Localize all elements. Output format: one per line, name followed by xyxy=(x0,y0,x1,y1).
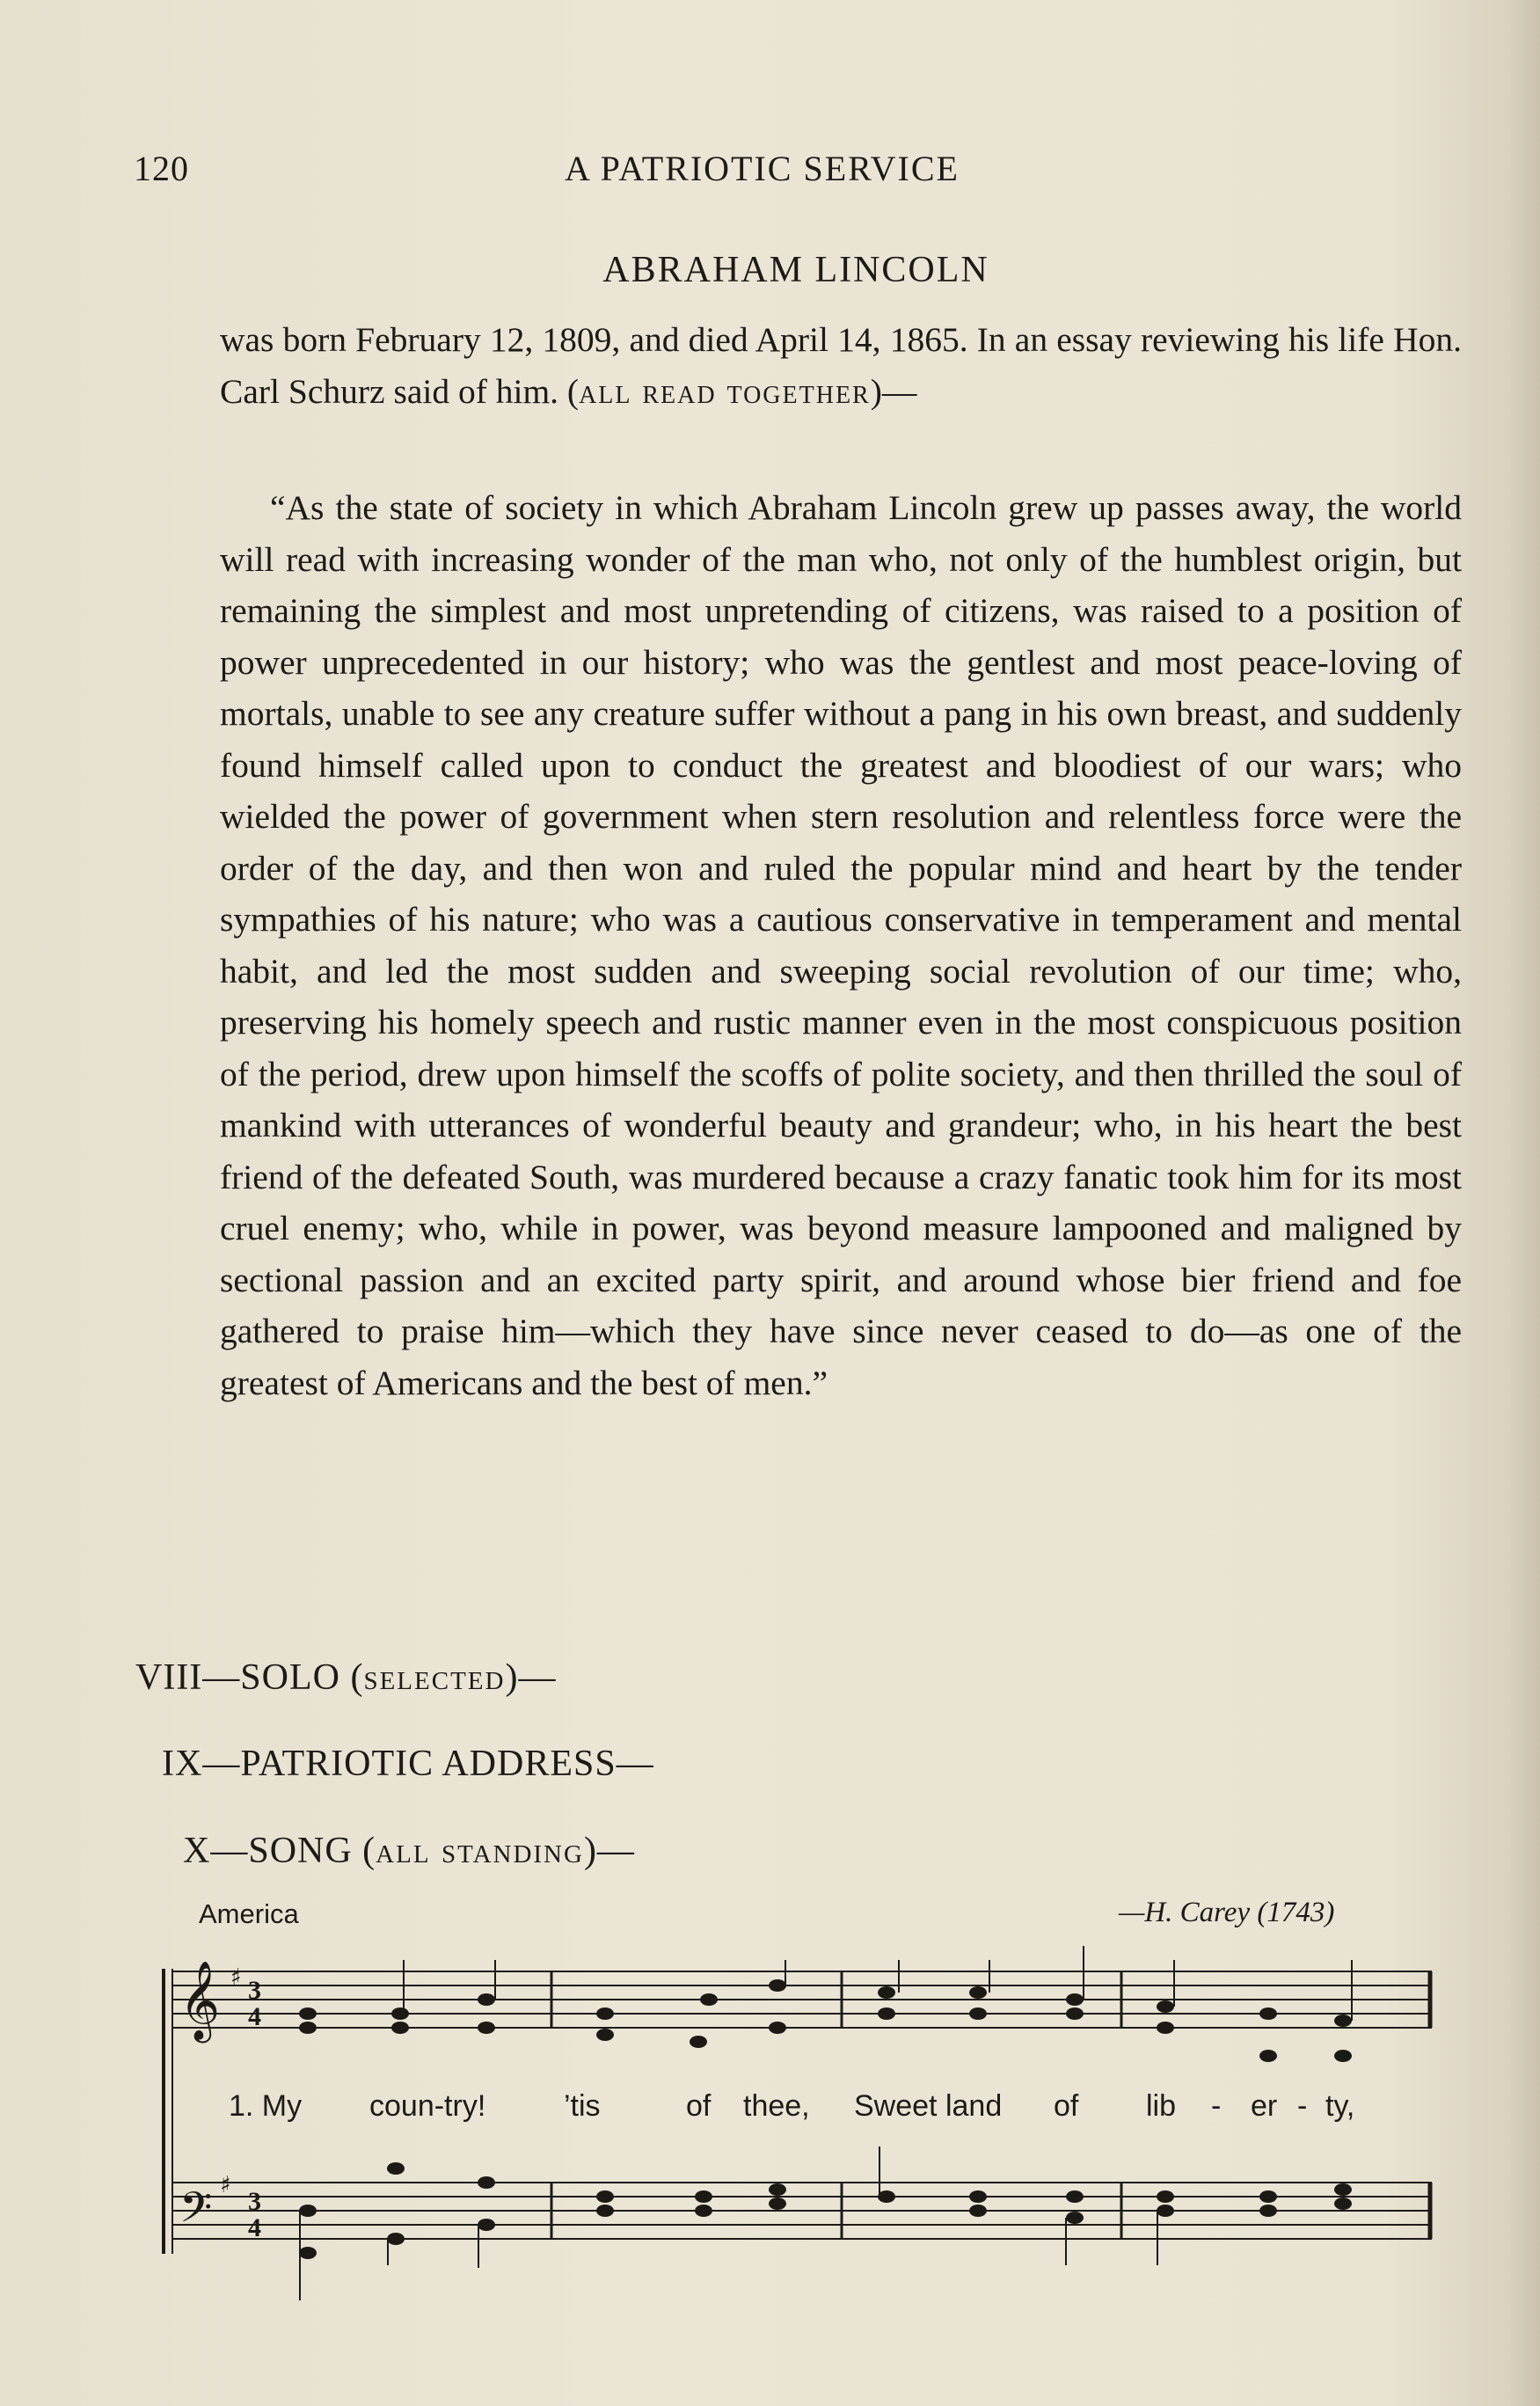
note-head xyxy=(769,1979,786,1992)
note-head xyxy=(1259,2205,1277,2217)
bass-stems xyxy=(300,2146,1157,2300)
lyric-syllable: coun-try! xyxy=(369,2089,486,2123)
treble-stems xyxy=(404,1946,1352,2021)
note-head xyxy=(478,1993,495,2006)
note-head xyxy=(1259,2050,1277,2062)
note-head xyxy=(1066,2190,1084,2203)
intro-text: was born February 12, 1809, and died April 14, 1865. In an essay reviewing his life Hon. Carl Schurz said of him. ( xyxy=(220,320,1462,411)
note-head xyxy=(1334,2183,1352,2196)
note-head xyxy=(1157,2000,1174,2013)
lyric-syllable: Sweet land xyxy=(854,2089,1003,2123)
note-head xyxy=(695,2190,712,2203)
lyric-syllable: lib xyxy=(1146,2089,1177,2123)
running-title: A PATRIOTIC SERVICE xyxy=(565,149,960,188)
section-title: ABRAHAM LINCOLN xyxy=(602,250,989,290)
note-head xyxy=(1157,2205,1174,2217)
bass-clef-icon: 𝄢 xyxy=(179,2183,213,2242)
note-head xyxy=(596,2007,614,2020)
note-head xyxy=(299,2022,317,2034)
note-head xyxy=(1066,2007,1084,2020)
note-head xyxy=(1259,2190,1277,2203)
note-head xyxy=(1157,2190,1174,2203)
lyric-syllable: ’tis xyxy=(564,2089,601,2123)
program-item-note: all standing xyxy=(376,1831,584,1871)
page-number: 120 xyxy=(134,149,189,188)
note-head xyxy=(299,2247,317,2259)
program-item-tail: )— xyxy=(583,1831,635,1871)
note-head xyxy=(299,2007,317,2020)
key-signature-sharp-icon: ♯ xyxy=(230,1964,242,1991)
bass-staff xyxy=(172,2183,1432,2239)
note-head xyxy=(769,2183,786,2196)
lyric-syllable: thee, xyxy=(743,2089,810,2123)
time-signature-top: 3 xyxy=(248,1976,261,2005)
note-head xyxy=(1334,2015,1352,2027)
note-head xyxy=(391,2022,409,2034)
note-head xyxy=(700,1993,718,2006)
lyric-hyphen: - xyxy=(1211,2089,1222,2123)
note-head xyxy=(478,2176,495,2189)
note-head xyxy=(969,2190,987,2203)
note-head xyxy=(690,2036,707,2048)
key-signature-sharp-icon: ♯ xyxy=(220,2172,231,2198)
program-item-tail: )— xyxy=(505,1657,557,1698)
program-item-label: VIII—SOLO ( xyxy=(135,1657,364,1698)
intro-tail: )— xyxy=(870,371,917,411)
note-head xyxy=(478,2022,495,2034)
time-signature-top: 3 xyxy=(248,2187,261,2216)
lyric-hyphen: - xyxy=(1297,2089,1308,2123)
note-head xyxy=(387,2233,405,2245)
lyric-syllable: of xyxy=(1054,2089,1079,2123)
treble-staff xyxy=(172,1971,1432,2028)
note-head xyxy=(878,1986,895,1999)
note-head xyxy=(596,2029,614,2041)
program-item-label: X—SONG ( xyxy=(183,1831,376,1871)
lyric-syllable: ty, xyxy=(1325,2089,1355,2123)
schurz-quote: “As the state of society in which Abraham Lincoln grew up passes away, the world will read with increasing wonder of the man who, not only of the humblest origin, but remaining the simplest and most unpretending of citizens, was raised to a position of power unprecedented in our history; who was the gentlest and most peace-loving of mortals, unable to see any creature suffer without a pang in his own breast, and suddenly found himself called upon to conduct the greatest and bloodiest of our wars; who wielded the power of government when stern resolution and relentless force were the order of the day, and then won and ruled the popular mind and heart by the tender sympathies of his nature; who was a cautious conservative in temperament and mental habit, and led the most sudden and sweeping social revolution of our time; who, preserving his homely speech and rustic manner even in the most conspicuous position of the period, drew upon himself the scoffs of polite society, and then thrilled the soul of mankind with utterances of wonderful beauty and grandeur; who, in his heart the best friend of the defeated South, was murdered because a crazy fanatic took him for its most cruel enemy; who, while in power, was beyond measure lampooned and maligned by sectional passion and an excited party spirit, and around whose bier friend and foe gathered to praise him—which they have since never ceased to do—as one of the greatest of Americans and the best of men.” xyxy=(220,488,1462,1402)
note-head xyxy=(1066,2212,1084,2224)
note-head xyxy=(969,2205,987,2217)
note-head xyxy=(478,2219,495,2231)
note-head xyxy=(769,2198,786,2210)
lyric-syllable: 1. My xyxy=(229,2089,303,2123)
note-head xyxy=(391,2007,409,2020)
song-title: America xyxy=(199,1898,299,1929)
note-head xyxy=(1334,2198,1352,2210)
note-head xyxy=(299,2205,317,2217)
note-head xyxy=(1066,1993,1084,2006)
lyric-syllable: er xyxy=(1251,2089,1278,2123)
time-signature-bottom: 4 xyxy=(248,2213,261,2242)
program-item-label: IX—PATRIOTIC ADDRESS— xyxy=(162,1744,654,1784)
note-head xyxy=(1157,2022,1174,2034)
time-signature-bottom: 4 xyxy=(248,2002,261,2031)
note-head xyxy=(769,2022,786,2034)
note-head xyxy=(969,2007,987,2020)
treble-clef-icon: 𝄞 xyxy=(179,1961,221,2040)
program-item-note: selected xyxy=(363,1657,506,1698)
note-head xyxy=(878,2007,895,2020)
song-composer: —H. Carey (1743) xyxy=(1119,1897,1335,1928)
note-head xyxy=(969,1986,987,1999)
note-head xyxy=(596,2205,614,2217)
reading-instruction: all read together xyxy=(579,371,871,411)
note-head xyxy=(1334,2050,1352,2062)
note-head xyxy=(1259,2007,1277,2020)
note-head xyxy=(387,2162,405,2175)
note-head xyxy=(695,2205,712,2217)
treble-notes xyxy=(299,1979,1352,2062)
lyric-syllable: of xyxy=(686,2089,712,2123)
note-head xyxy=(596,2190,614,2203)
